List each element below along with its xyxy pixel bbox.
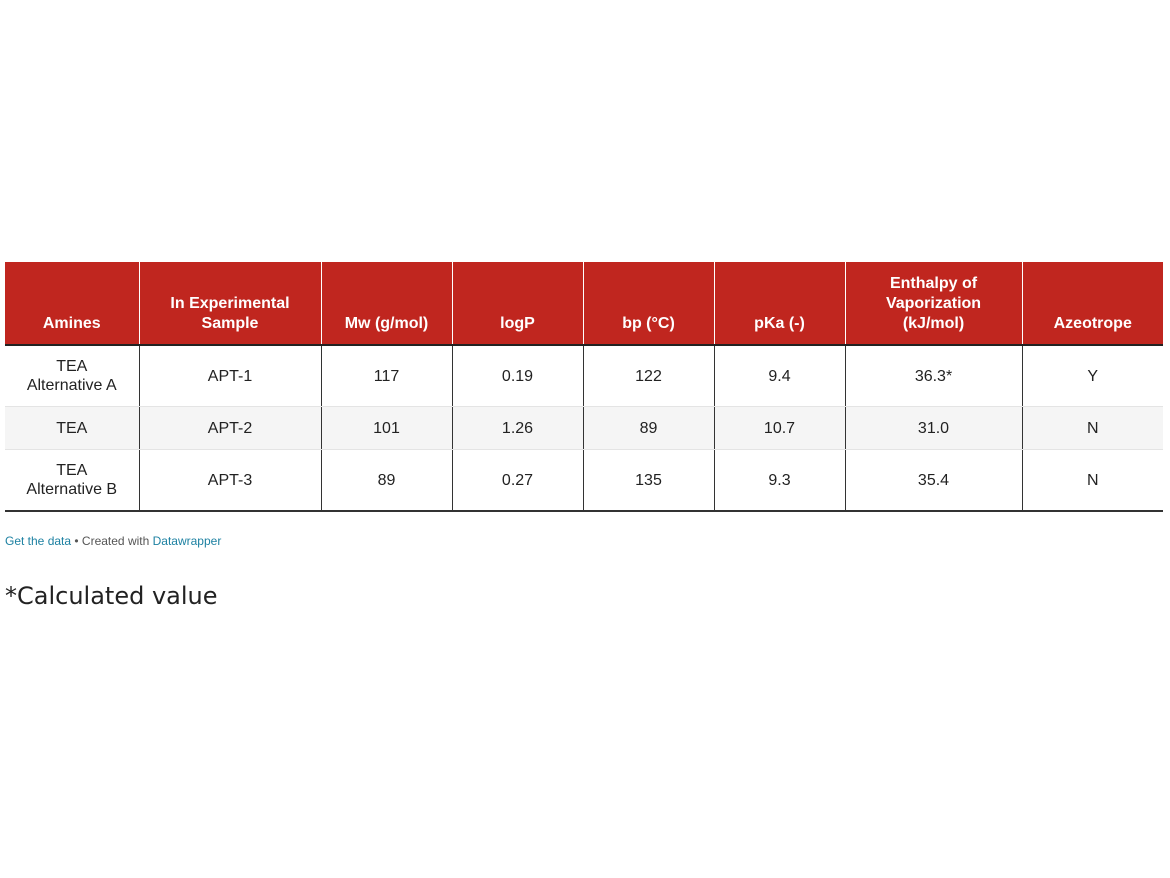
cell-azeotrope: Y xyxy=(1022,345,1163,407)
cell-line: TEA xyxy=(56,419,88,437)
header-row xyxy=(5,262,1163,345)
data-table-container xyxy=(5,262,1163,512)
column-header-logp[interactable]: logP xyxy=(452,262,583,345)
column-header-bp[interactable]: bp (°C) xyxy=(583,262,714,345)
cell-pka: 9.3 xyxy=(714,450,845,512)
table-row xyxy=(5,345,1163,407)
header-line: Sample xyxy=(201,315,259,332)
cell-line: Alternative A xyxy=(26,377,117,394)
cell-sample: APT-2 xyxy=(139,407,321,450)
cell-mw: 117 xyxy=(321,345,452,407)
column-header-in-experimental-sample[interactable] xyxy=(139,262,321,345)
column-header-azeotrope[interactable]: Azeotrope xyxy=(1022,262,1163,345)
cell-azeotrope: N xyxy=(1022,407,1163,450)
cell-sample: APT-1 xyxy=(139,345,321,407)
column-header-amines[interactable]: Amines xyxy=(5,262,139,345)
cell-bp: 122 xyxy=(583,345,714,407)
cell-bp: 135 xyxy=(583,450,714,512)
table-header xyxy=(5,262,1163,345)
get-the-data-link[interactable]: Get the data xyxy=(5,534,72,548)
header-line: Enthalpy of xyxy=(889,275,978,292)
column-header-mw[interactable]: Mw (g/mol) xyxy=(321,262,452,345)
cell-azeotrope: N xyxy=(1022,450,1163,512)
column-header-pka[interactable]: pKa (-) xyxy=(714,262,845,345)
table-row xyxy=(5,407,1163,450)
footer-separator-text: • Created with xyxy=(71,534,153,548)
cell-line: TEA xyxy=(56,358,88,375)
cell-mw: 89 xyxy=(321,450,452,512)
column-header-enthalpy[interactable] xyxy=(845,262,1022,345)
cell-logp: 0.27 xyxy=(452,450,583,512)
header-line: Vaporization xyxy=(885,295,982,312)
cell-amine xyxy=(5,345,139,407)
chart-footer xyxy=(5,534,221,548)
datawrapper-link[interactable]: Datawrapper xyxy=(152,534,222,548)
header-line: (kJ/mol) xyxy=(902,315,965,332)
header-line: In Experimental xyxy=(170,295,290,312)
cell-enthalpy: 35.4 xyxy=(845,450,1022,512)
cell-bp: 89 xyxy=(583,407,714,450)
cell-logp: 0.19 xyxy=(452,345,583,407)
cell-enthalpy: 31.0 xyxy=(845,407,1022,450)
cell-pka: 10.7 xyxy=(714,407,845,450)
cell-amine xyxy=(5,407,139,450)
cell-enthalpy: 36.3* xyxy=(845,345,1022,407)
footnote: *Calculated value xyxy=(5,582,218,610)
cell-amine xyxy=(5,450,139,512)
cell-sample: APT-3 xyxy=(139,450,321,512)
cell-mw: 101 xyxy=(321,407,452,450)
cell-logp: 1.26 xyxy=(452,407,583,450)
table-body xyxy=(5,345,1163,511)
cell-pka: 9.4 xyxy=(714,345,845,407)
table-row xyxy=(5,450,1163,512)
cell-line: TEA xyxy=(56,462,88,479)
amines-table xyxy=(5,262,1163,512)
cell-line: Alternative B xyxy=(26,481,118,498)
